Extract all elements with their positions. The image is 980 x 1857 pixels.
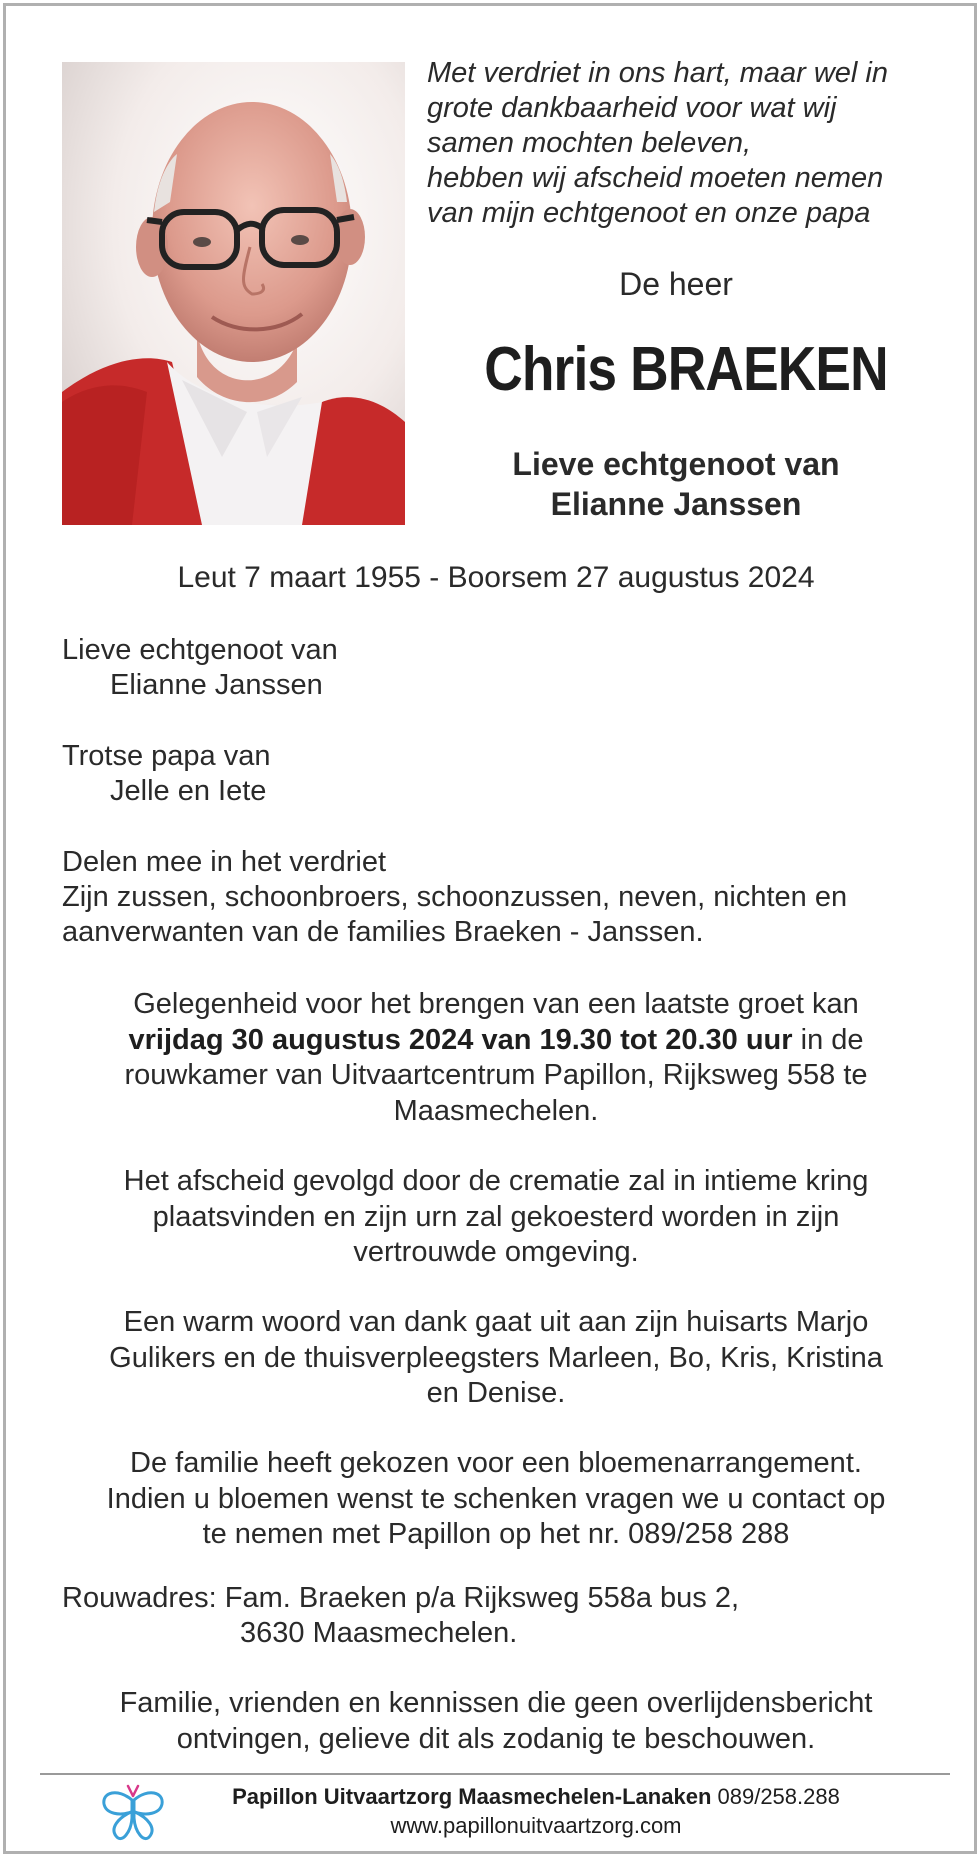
thanks-line: en Denise. [426,1377,566,1409]
cremation-line: Het afscheid gevolgd door de crematie zal in intieme kring [123,1165,869,1197]
spouse-block [62,633,942,703]
children-block [62,739,942,809]
footer-website: www.papillonuitvaartzorg.com [390,1813,682,1838]
family-block-line: Zijn zussen, schoonbroers, schoonzussen, neven, nichten en [62,881,848,913]
salutation: De heer [619,266,733,302]
footer-divider [40,1773,950,1775]
visitation-line: rouwkamer van Uitvaartcentrum Papillon, Rijksweg 558 te [124,1059,868,1091]
visitation-block [62,987,930,1129]
visitation-line: Gelegenheid voor het brengen van een laatste groet kan [133,988,859,1020]
address-block [62,1581,942,1651]
flowers-line: te nemen met Papillon op het nr. 089/258 288 [202,1518,790,1550]
cremation-line: plaatsvinden en zijn urn zal gekoesterd worden in zijn [152,1200,840,1233]
thanks-line: Gulikers en de thuisverpleegsters Marleen, Bo, Kris, Kristina [109,1341,883,1374]
intro-line: grote dankbaarheid voor wat wij [427,92,837,124]
children-block-names: Jelle en Iete [110,775,267,807]
footer-company-line [156,1784,916,1810]
intro-text [427,56,957,231]
spouse-heading-label: Lieve echtgenoot van [512,446,840,482]
family-block-line: aanverwanten van de families Braeken - Janssen. [62,916,704,948]
thanks-block [62,1305,930,1412]
closing-line: Familie, vrienden en kennissen die geen overlijdensbericht [119,1687,873,1719]
obituary-card [3,3,977,1854]
visitation-line: Maasmechelen. [393,1094,599,1127]
children-block-label: Trotse papa van [62,740,271,772]
closing-line: ontvingen, gelieve dit als zodanig te beschouwen. [176,1722,816,1755]
intro-line: van mijn echtgenoot en onze papa [427,197,871,229]
spouse-heading-name: Elianne Janssen [550,486,802,522]
address-line: 3630 Maasmechelen. [240,1617,518,1649]
footer-company-name: Papillon Uitvaartzorg Maasmechelen-Lanaken [232,1784,712,1809]
visitation-datetime: vrijdag 30 augustus 2024 van 19.30 tot 20.30 uur [128,1023,793,1056]
spouse-heading [436,444,916,524]
spouse-block-label: Lieve echtgenoot van [62,634,338,666]
intro-line: samen mochten beleven, [427,127,752,159]
address-line: Rouwadres: Fam. Braeken p/a Rijksweg 558a bus 2, [62,1582,740,1614]
family-block [62,845,942,950]
life-dates: Leut 7 maart 1955 - Boorsem 27 augustus 2024 [177,561,815,594]
portrait-photo [62,62,405,525]
closing-block [62,1686,930,1757]
intro-line: hebben wij afscheid moeten nemen [427,162,884,194]
visitation-line [62,1023,930,1059]
flowers-block [62,1446,930,1553]
spouse-block-name: Elianne Janssen [110,669,323,701]
cremation-block [62,1164,930,1271]
deceased-name: Chris BRAEKEN [484,335,888,404]
thanks-line: Een warm woord van dank gaat uit aan zijn huisarts Marjo [123,1306,869,1338]
flowers-line: De familie heeft gekozen voor een bloemenarrangement. [130,1447,862,1479]
intro-line: Met verdriet in ons hart, maar wel in [427,57,888,89]
family-block-label: Delen mee in het verdriet [62,846,386,878]
visitation-line-rest: in de [792,1023,864,1056]
flowers-line: Indien u bloemen wenst te schenken vragen we u contact op [106,1482,886,1515]
cremation-line: vertrouwde omgeving. [353,1236,639,1268]
footer-phone: 089/258.288 [711,1784,840,1809]
